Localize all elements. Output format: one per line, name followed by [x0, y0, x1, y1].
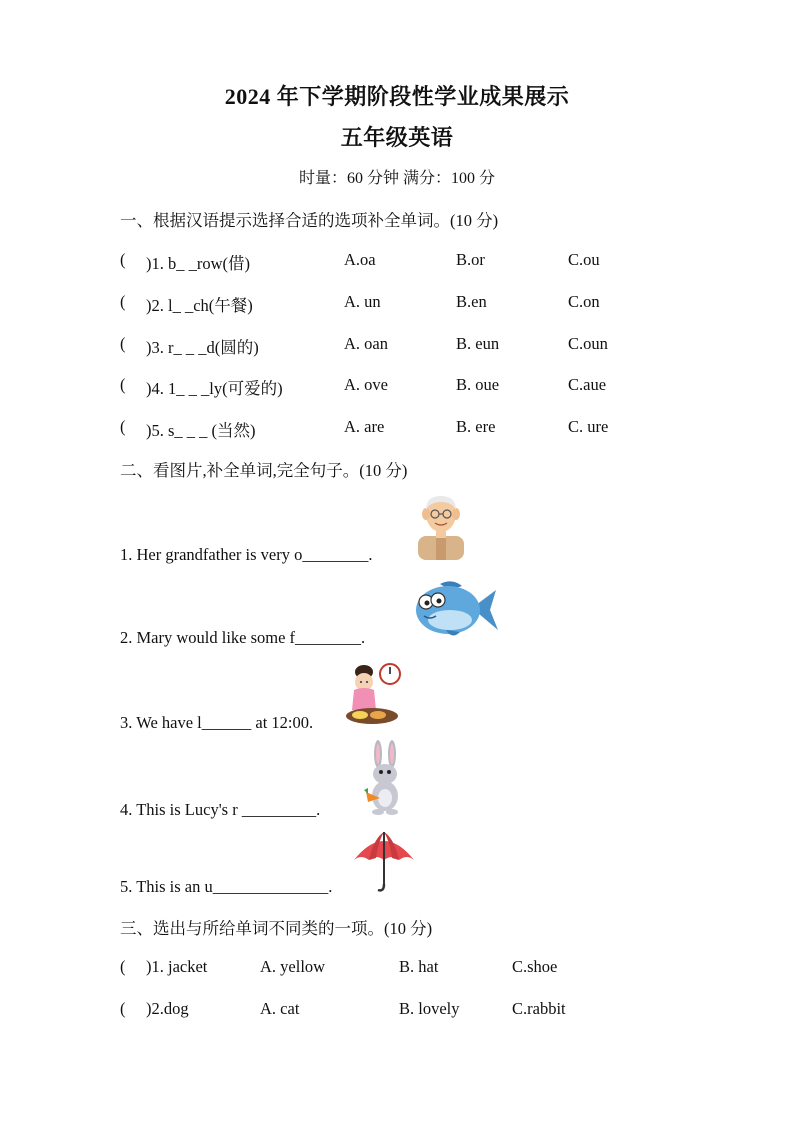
page-title: 2024 年下学期阶段性学业成果展示: [224, 84, 570, 109]
fill-sentence: 2. Mary would like some f________.: [120, 628, 366, 647]
question-stem: )2.dog: [146, 999, 189, 1018]
option-c: C.shoe: [512, 957, 558, 976]
fill-sentence: 5. This is an u______________.: [120, 877, 333, 896]
option-b: B. ere: [456, 417, 496, 436]
option-b: B. eun: [456, 334, 500, 353]
option-c: C.oun: [568, 334, 608, 353]
option-c: C.aue: [568, 375, 607, 394]
fill-sentence: 4. This is Lucy's r _________.: [120, 800, 321, 819]
question-stem: )1. b_ _row(借): [146, 254, 251, 273]
rabbit-carrot-icon: [360, 740, 410, 816]
option-b: B.en: [456, 292, 487, 311]
option-a: A.oa: [344, 250, 376, 269]
old-man-icon: [412, 492, 470, 560]
exam-meta: 时量：60 分钟 满分：100 分: [298, 170, 495, 187]
section-1-heading: 一、根据汉语提示选择合适的选项补全单词。(10 分): [120, 211, 499, 230]
option-b: B. oue: [456, 375, 500, 394]
answer-paren: (: [120, 957, 126, 976]
umbrella-icon: [352, 828, 416, 894]
answer-paren: (: [120, 375, 126, 394]
option-b: B. lovely: [399, 999, 460, 1018]
answer-paren: (: [120, 417, 126, 436]
option-a: A. cat: [260, 999, 300, 1018]
girl-lunch-clock-icon: [340, 660, 404, 728]
fill-sentence: 3. We have l______ at 12:00.: [120, 713, 314, 732]
option-b: B.or: [456, 250, 485, 269]
option-a: A. ove: [344, 375, 388, 394]
answer-paren: (: [120, 250, 126, 269]
section-3-heading: 三、选出与所给单词不同类的一项。(10 分): [120, 919, 433, 938]
answer-paren: (: [120, 334, 126, 353]
question-stem: )1. jacket: [146, 957, 208, 976]
option-c: C. ure: [568, 417, 609, 436]
answer-paren: (: [120, 999, 126, 1018]
question-stem: )4. 1_ _ _ly(可爱的): [146, 379, 283, 398]
fill-sentence: 1. Her grandfather is very o________.: [120, 545, 373, 564]
page-subtitle: 五年级英语: [340, 125, 454, 150]
section-2-heading: 二、看图片,补全单词,完全句子。(10 分): [120, 461, 408, 480]
option-a: A. are: [344, 417, 385, 436]
question-stem: )3. r_ _ _d(圆的): [146, 338, 259, 357]
option-a: A. un: [344, 292, 381, 311]
option-c: C.rabbit: [512, 999, 566, 1018]
option-a: A. oan: [344, 334, 388, 353]
option-c: C.on: [568, 292, 600, 311]
option-a: A. yellow: [260, 957, 326, 976]
fish-icon: [410, 578, 500, 644]
option-c: C.ou: [568, 250, 600, 269]
question-stem: )2. l_ _ch(午餐): [146, 296, 253, 315]
question-stem: )5. s_ _ _ (当然): [146, 421, 256, 440]
option-b: B. hat: [399, 957, 439, 976]
answer-paren: (: [120, 292, 126, 311]
